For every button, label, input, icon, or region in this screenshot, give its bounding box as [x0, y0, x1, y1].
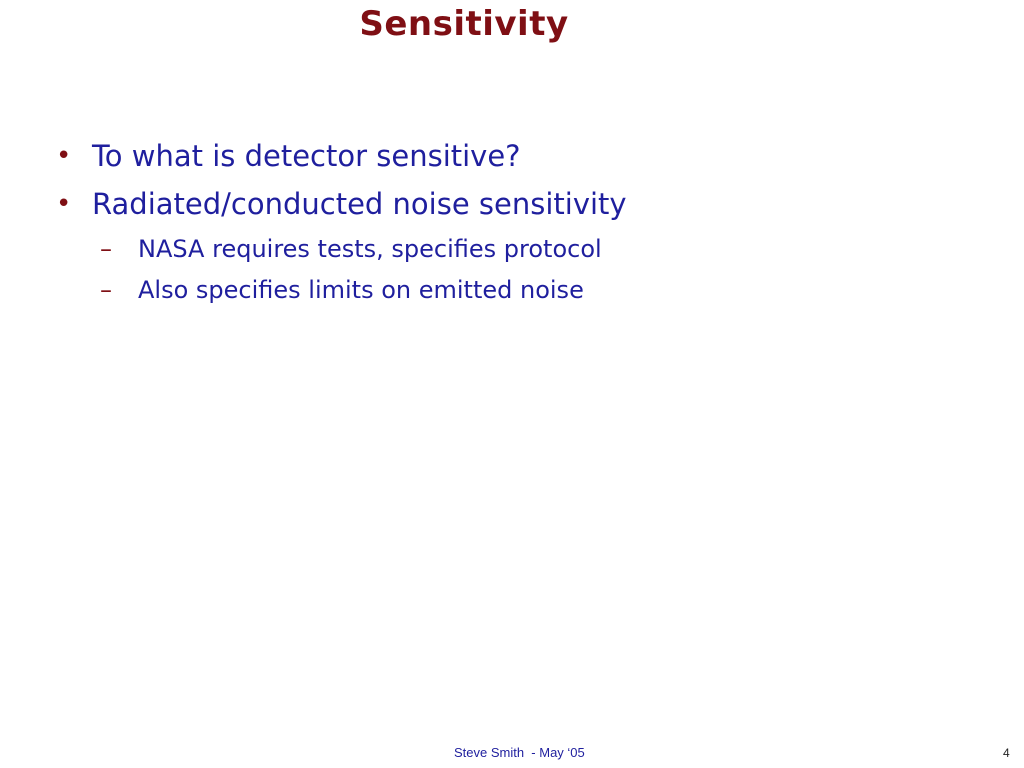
bullet-text: Radiated/conducted noise sensitivity: [92, 187, 627, 221]
bullet-text: To what is detector sensitive?: [92, 139, 521, 173]
bullet-marker: •: [56, 141, 72, 171]
page-number: 4: [1003, 746, 1010, 760]
sub-bullet-marker: –: [100, 276, 112, 304]
sub-bullet-marker: –: [100, 235, 112, 263]
slide-title: Sensitivity: [359, 4, 569, 44]
sub-bullet-text: Also specifies limits on emitted noise: [138, 276, 584, 304]
bullet-marker: •: [56, 189, 72, 219]
sub-bullet-text: NASA requires tests, specifies protocol: [138, 235, 602, 263]
footer-author-date: Steve Smith - May ‘05: [454, 745, 585, 760]
